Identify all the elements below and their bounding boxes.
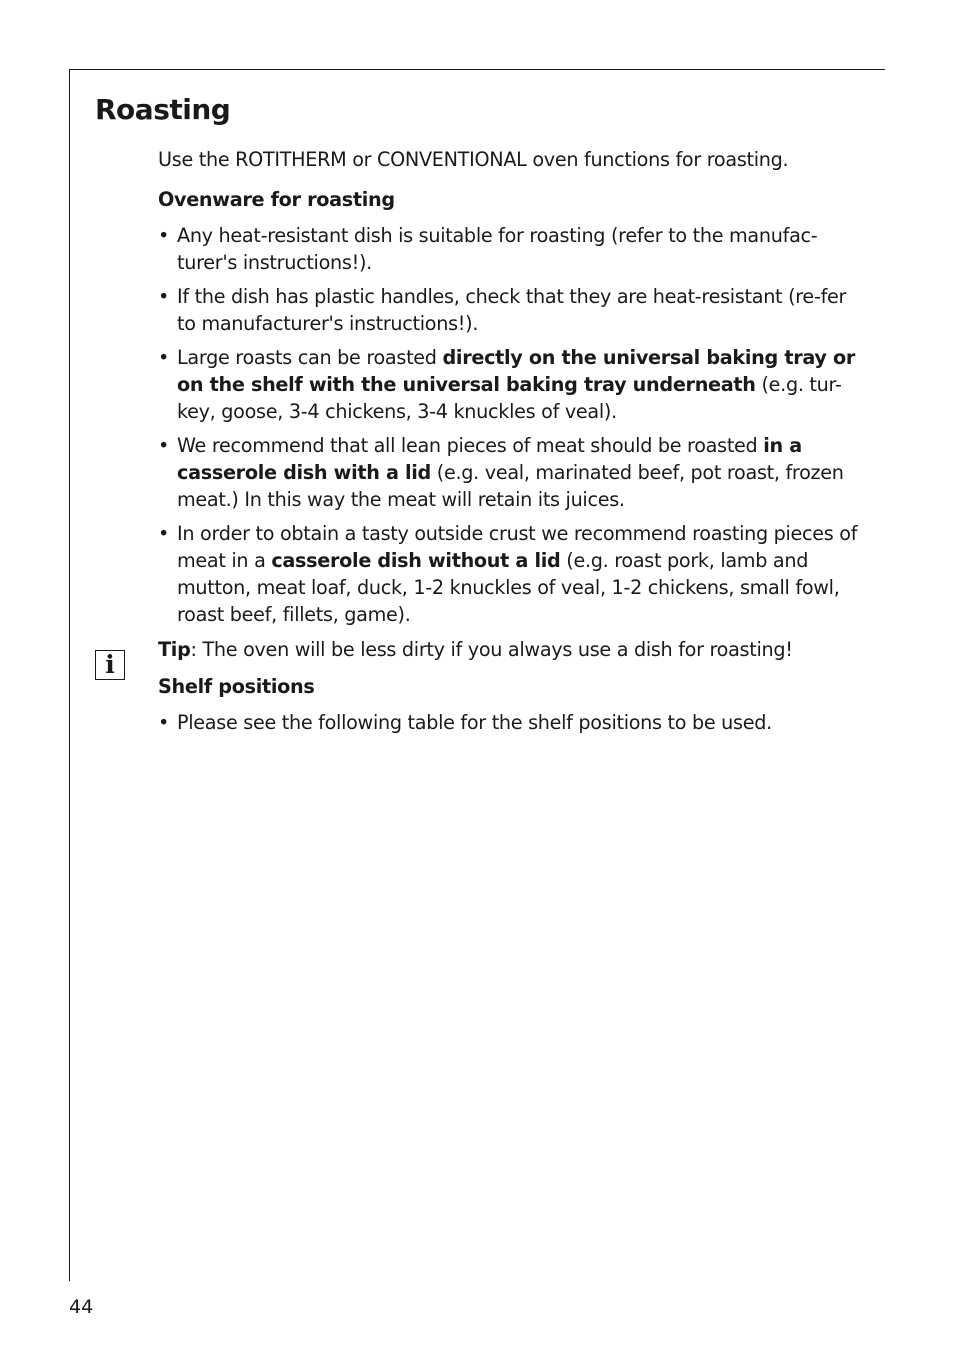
left-rule — [69, 69, 70, 1281]
list-item — [158, 709, 864, 736]
list-item-text: We recommend that all lean pieces of meat should be roasted — [177, 434, 764, 457]
list-item-text: (e.g. veal, marinated beef, pot roast, frozen meat.) In this way the meat will retain its juices. — [177, 461, 844, 511]
list-item — [158, 283, 864, 337]
bullet-icon: • — [158, 522, 170, 545]
ovenware-heading: Ovenware for roasting — [158, 188, 395, 211]
page-number: 44 — [69, 1296, 94, 1318]
tip-text: : The oven will be less dirty if you always use a dish for roasting! — [190, 638, 793, 661]
list-item-text: Large roasts can be roasted — [177, 346, 443, 369]
shelf-list — [158, 709, 864, 736]
bullet-icon: • — [158, 224, 170, 247]
tip-label: Tip — [158, 638, 191, 661]
list-item-emphasis: casserole dish without a lid — [271, 549, 561, 572]
list-item — [158, 222, 864, 276]
list-item — [158, 520, 864, 628]
tip-paragraph — [158, 636, 864, 663]
bullet-icon: • — [158, 711, 170, 734]
list-item-text: Please see the following table for the shelf positions to be used. — [177, 711, 772, 734]
list-item-text: Any heat-resistant dish is suitable for roasting (refer to the manufac-turer's instructions!). — [177, 224, 818, 274]
list-item-text: (e.g. tur-key, goose, 3-4 chickens, 3-4 knuckles of veal). — [177, 373, 842, 423]
list-item — [158, 344, 864, 425]
page-title: Roasting — [95, 93, 231, 126]
info-icon: i — [95, 650, 125, 680]
list-item-text: If the dish has plastic handles, check that they are heat-resistant (re-fer to manufacturer's instructions!). — [177, 285, 847, 335]
list-item-text: (e.g. roast pork, lamb and mutton, meat loaf, duck, 1-2 knuckles of veal, 1-2 chickens, small fowl, roast beef, fillets, game). — [177, 549, 840, 626]
bullet-icon: • — [158, 346, 170, 369]
intro-text: Use the ROTITHERM or CONVENTIONAL oven functions for roasting. — [158, 148, 789, 171]
list-item — [158, 432, 864, 513]
list-item-emphasis: in a casserole dish with a lid — [177, 434, 802, 484]
shelf-heading: Shelf positions — [158, 675, 315, 698]
bullet-icon: • — [158, 434, 170, 457]
ovenware-list — [158, 222, 864, 628]
list-item-emphasis: directly on the universal baking tray or on the shelf with the universal baking tray underneath — [177, 346, 856, 396]
list-item-text: In order to obtain a tasty outside crust we recommend roasting pieces of meat in a — [177, 522, 858, 572]
bullet-icon: • — [158, 285, 170, 308]
top-rule — [69, 69, 885, 70]
content — [158, 146, 864, 743]
